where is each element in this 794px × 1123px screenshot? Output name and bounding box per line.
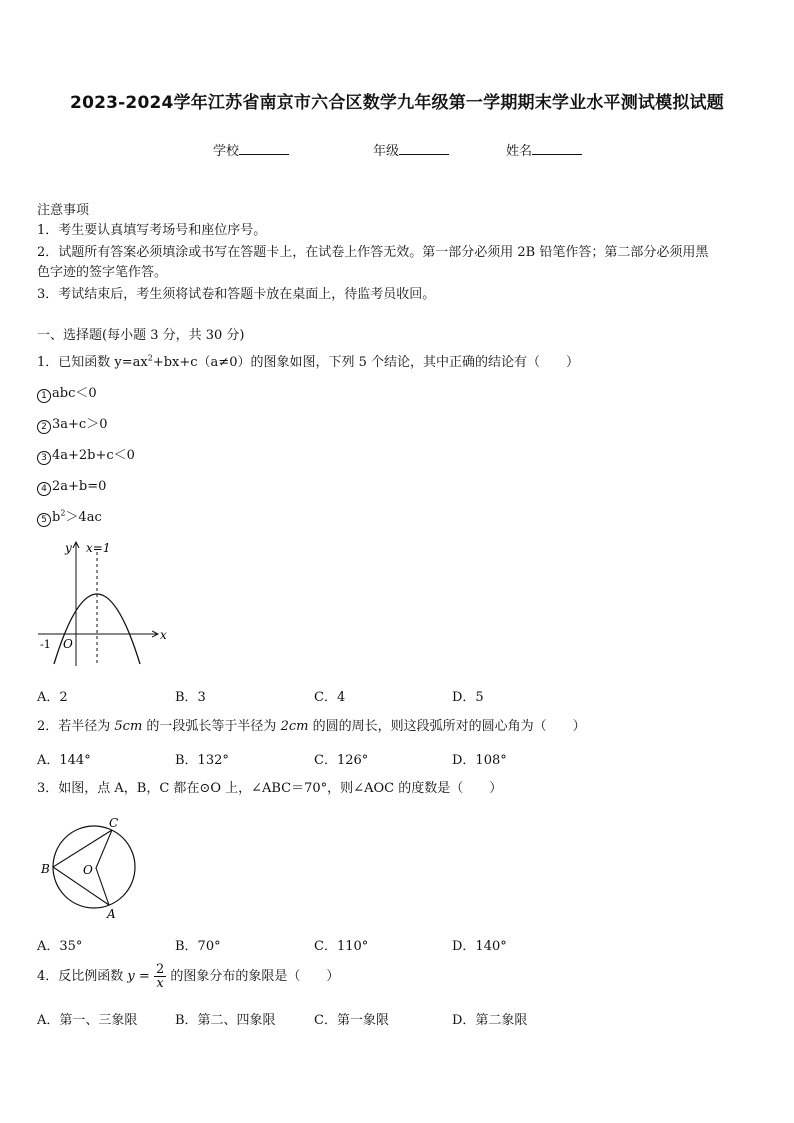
q4-fraction: $\frac{2}{x}$ [155, 962, 165, 991]
q1-option-a: A．2 [37, 690, 68, 705]
name-blank [532, 142, 582, 155]
school-label: 学校 [213, 144, 240, 159]
notes-heading: 注意事项 [37, 203, 90, 218]
q4-stem: 4．反比例函数 y = $\frac{2}{x}$ 的图象分布的象限是（ ） [37, 962, 340, 991]
point-c-label: C [109, 816, 119, 830]
q2-option-c: C．126° [314, 753, 369, 768]
q3-stem: 3．如图，点 A，B，C 都在⊙O 上，∠ABC＝70°，则∠AOC 的度数是（ ） [37, 781, 503, 796]
note-item-3: 3．考试结束后，考生须将试卷和答题卡放在桌面上，待监考员收回。 [37, 287, 436, 302]
name-field [506, 140, 582, 159]
q2-option-b: B．132° [175, 753, 229, 768]
parabola-curve [54, 594, 140, 664]
q2-stem: 2．若半径为 5cm 的一段弧长等于半径为 2cm 的圆的周长，则这段弧所对的圆心角为（ ） [37, 719, 586, 734]
q4-option-a: A．第一、三象限 [37, 1013, 138, 1028]
q3-option-a: A．35° [37, 939, 83, 954]
page-title: 2023-2024学年江苏省南京市六合区数学九年级第一学期期末学业水平测试模拟试题 [70, 93, 724, 113]
school-blank [239, 142, 289, 155]
point-b-label: B [41, 862, 50, 876]
q1-option-c: C．4 [314, 690, 346, 705]
section-heading: 一、选择题(每小题 3 分，共 30 分) [37, 328, 245, 343]
y-axis-label: y [65, 541, 72, 555]
q1-conclusion-4: 4 2a+b=0 [37, 478, 106, 496]
origin-label: O [63, 637, 73, 651]
q1-stem: 1．已知函数 $y=ax^2+bx+c(a\ne 0)$的图象如图，下列 5 个结论，其中正确的结论有（ ） [37, 353, 579, 370]
center-o-label: O [83, 863, 93, 877]
q4-option-b: B．第二、四象限 [175, 1013, 276, 1028]
circled-number-3: 3 [37, 451, 51, 465]
circled-number-5: 5 [37, 513, 51, 527]
circled-number-4: 4 [37, 482, 51, 496]
q1-conclusion-2: 2 3a+c＞0 [37, 416, 107, 434]
q1-conclusion-5: 5 $b^2>4ac$ [37, 509, 102, 527]
q1-conclusion-1: 1 abc＜0 [37, 385, 97, 403]
circle-o [53, 826, 135, 908]
note-item-1: 1．考生要认真填写考场号和座位序号。 [37, 223, 267, 238]
name-label: 姓名 [506, 144, 533, 159]
q1-option-b: B．3 [175, 690, 206, 705]
note-item-2: 2．试题所有答案必须填涂或书写在答题卡上，在试卷上作答无效。第一部分必须用 2B 铅笔作答；第二部分必须用黑 [37, 245, 709, 260]
symmetry-axis-label: x=1 [86, 541, 111, 555]
q1-conclusion-3: 3 4a+2b+c＜0 [37, 447, 135, 465]
note-item-2-cont: 色字迹的签字笔作答。 [37, 265, 168, 280]
neg-one-label: -1 [40, 638, 51, 651]
grade-blank [399, 142, 449, 155]
q1-parabola-figure [30, 536, 180, 670]
x-axis-label: x [160, 628, 167, 642]
q3-option-c: C．110° [314, 939, 369, 954]
circled-number-1: 1 [37, 389, 51, 403]
circled-number-2: 2 [37, 420, 51, 434]
q2-option-d: D．108° [452, 753, 507, 768]
q4-option-c: C．第一象限 [314, 1013, 389, 1028]
q4-option-d: D．第二象限 [452, 1013, 528, 1028]
q2-option-a: A．144° [37, 753, 91, 768]
radii-oc-oa [96, 830, 112, 905]
grade-field [373, 140, 449, 159]
q3-option-b: B．70° [175, 939, 221, 954]
q3-option-d: D．140° [452, 939, 507, 954]
q3-circle-figure [36, 812, 146, 922]
school-field [213, 140, 289, 159]
grade-label: 年级 [373, 144, 400, 159]
point-a-label: A [107, 907, 116, 921]
q1-option-d: D．5 [452, 690, 484, 705]
